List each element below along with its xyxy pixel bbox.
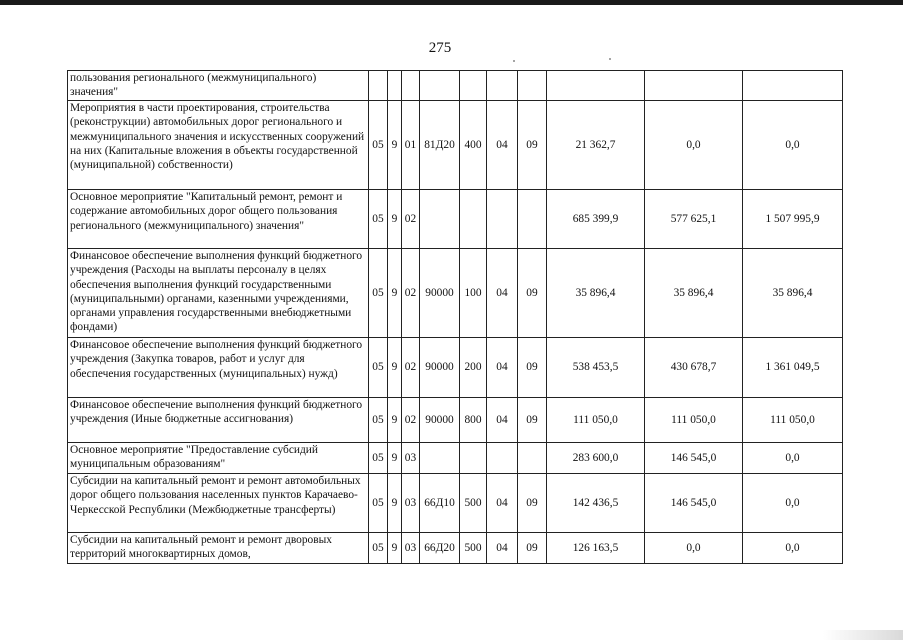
col-subprogram-cell: [388, 71, 402, 101]
col-section-cell: 04: [487, 101, 518, 190]
row-name-cell: Основное мероприятие "Капитальный ремонт, ремонт и содержание автомобильных дорог общего пользования регионального (межмуниципального) значения": [68, 190, 369, 249]
col-program-cell: 05: [369, 190, 388, 249]
col-program-cell: 05: [369, 249, 388, 338]
col-event-cell: 02: [402, 190, 420, 249]
col-direction-cell: 90000: [420, 338, 460, 398]
row-name-cell: Субсидии на капитальный ремонт и ремонт дворовых территорий многоквартирных домов,: [68, 533, 369, 564]
col-event-cell: 03: [402, 533, 420, 564]
col-expense-type-cell: 400: [460, 101, 487, 190]
amount-year-1-cell: 21 362,7: [547, 101, 645, 190]
amount-year-1-cell: 538 453,5: [547, 338, 645, 398]
amount-year-1-cell: 283 600,0: [547, 443, 645, 474]
amount-year-3-cell: 1 361 049,5: [743, 338, 843, 398]
amount-year-1-cell: 126 163,5: [547, 533, 645, 564]
col-direction-cell: 66Д10: [420, 474, 460, 533]
amount-year-2-cell: [645, 71, 743, 101]
amount-year-3-cell: 0,0: [743, 443, 843, 474]
col-expense-type-cell: [460, 71, 487, 101]
row-name-cell: Мероприятия в части проектирования, строительства (реконструкции) автомобильных дорог регионального и межмуниципального значения и искусственных сооружений на них (Капитальные вложения в объекты государственной (муниципальной) собственности): [68, 101, 369, 190]
row-name-cell: Финансовое обеспечение выполнения функций бюджетного учреждения (Закупка товаров, работ и услуг для обеспечения государственных (муниципальных) нужд): [68, 338, 369, 398]
col-expense-type-cell: 500: [460, 474, 487, 533]
amount-year-1-cell: 142 436,5: [547, 474, 645, 533]
col-subsection-cell: 09: [518, 101, 547, 190]
row-name-cell: Основное мероприятие "Предоставление субсидий муниципальным образованиям": [68, 443, 369, 474]
scan-edge-shadow: [823, 630, 903, 640]
amount-year-2-cell: 0,0: [645, 533, 743, 564]
col-section-cell: [487, 71, 518, 101]
col-direction-cell: 66Д20: [420, 533, 460, 564]
col-subprogram-cell: 9: [388, 190, 402, 249]
col-event-cell: 01: [402, 101, 420, 190]
table-body: [68, 71, 843, 564]
table-row: [68, 249, 843, 338]
col-subsection-cell: 09: [518, 474, 547, 533]
col-event-cell: [402, 71, 420, 101]
col-subsection-cell: [518, 71, 547, 101]
amount-year-2-cell: 35 896,4: [645, 249, 743, 338]
table-row: [68, 71, 843, 101]
table-row: [68, 190, 843, 249]
col-direction-cell: [420, 443, 460, 474]
table-row: [68, 474, 843, 533]
row-name-cell: Субсидии на капитальный ремонт и ремонт автомобильных дорог общего пользования населенных пунктов Карачаево-Черкесской Республики (Межбюджетные трансферты): [68, 474, 369, 533]
col-subsection-cell: 09: [518, 249, 547, 338]
col-expense-type-cell: 800: [460, 398, 487, 443]
col-subprogram-cell: 9: [388, 249, 402, 338]
col-direction-cell: 90000: [420, 398, 460, 443]
amount-year-1-cell: 35 896,4: [547, 249, 645, 338]
col-program-cell: 05: [369, 338, 388, 398]
amount-year-2-cell: 111 050,0: [645, 398, 743, 443]
col-direction-cell: [420, 71, 460, 101]
row-name-cell: Финансовое обеспечение выполнения функций бюджетного учреждения (Расходы на выплаты персоналу в целях обеспечения выполнения функций государственными (муниципальными) органами, казенными учреждениями, органами управления государственными внебюджетными фондами): [68, 249, 369, 338]
col-subprogram-cell: 9: [388, 533, 402, 564]
col-subsection-cell: 09: [518, 398, 547, 443]
col-direction-cell: [420, 190, 460, 249]
col-expense-type-cell: 100: [460, 249, 487, 338]
col-section-cell: 04: [487, 474, 518, 533]
amount-year-1-cell: 111 050,0: [547, 398, 645, 443]
col-subprogram-cell: 9: [388, 474, 402, 533]
col-subprogram-cell: 9: [388, 443, 402, 474]
col-subprogram-cell: 9: [388, 398, 402, 443]
col-event-cell: 02: [402, 249, 420, 338]
table-row: [68, 533, 843, 564]
col-section-cell: 04: [487, 398, 518, 443]
scan-speck: [513, 60, 515, 62]
amount-year-3-cell: 35 896,4: [743, 249, 843, 338]
col-program-cell: 05: [369, 533, 388, 564]
col-subsection-cell: 09: [518, 533, 547, 564]
amount-year-2-cell: 430 678,7: [645, 338, 743, 398]
amount-year-3-cell: 0,0: [743, 533, 843, 564]
col-expense-type-cell: 200: [460, 338, 487, 398]
amount-year-2-cell: 0,0: [645, 101, 743, 190]
col-subprogram-cell: 9: [388, 338, 402, 398]
amount-year-3-cell: 111 050,0: [743, 398, 843, 443]
col-expense-type-cell: [460, 443, 487, 474]
col-event-cell: 03: [402, 474, 420, 533]
col-direction-cell: 90000: [420, 249, 460, 338]
col-section-cell: 04: [487, 338, 518, 398]
amount-year-2-cell: 577 625,1: [645, 190, 743, 249]
scan-top-rule: [0, 0, 903, 5]
budget-table: [67, 70, 843, 564]
col-section-cell: [487, 190, 518, 249]
col-subprogram-cell: 9: [388, 101, 402, 190]
amount-year-3-cell: 0,0: [743, 474, 843, 533]
col-event-cell: 02: [402, 338, 420, 398]
row-name-cell: Финансовое обеспечение выполнения функций бюджетного учреждения (Иные бюджетные ассигнования): [68, 398, 369, 443]
col-direction-cell: 81Д20: [420, 101, 460, 190]
col-section-cell: 04: [487, 533, 518, 564]
page-number: 275: [428, 40, 452, 56]
col-event-cell: 03: [402, 443, 420, 474]
amount-year-1-cell: [547, 71, 645, 101]
col-program-cell: [369, 71, 388, 101]
col-subsection-cell: [518, 190, 547, 249]
col-program-cell: 05: [369, 101, 388, 190]
amount-year-3-cell: [743, 71, 843, 101]
row-name-cell: пользования регионального (межмуниципального) значения": [68, 71, 369, 101]
col-section-cell: [487, 443, 518, 474]
table-row: [68, 338, 843, 398]
col-program-cell: 05: [369, 398, 388, 443]
col-expense-type-cell: 500: [460, 533, 487, 564]
col-program-cell: 05: [369, 474, 388, 533]
col-subsection-cell: 09: [518, 338, 547, 398]
scan-speck: [609, 58, 611, 60]
table-row: [68, 101, 843, 190]
col-subsection-cell: [518, 443, 547, 474]
col-event-cell: 02: [402, 398, 420, 443]
amount-year-2-cell: 146 545,0: [645, 443, 743, 474]
amount-year-1-cell: 685 399,9: [547, 190, 645, 249]
col-expense-type-cell: [460, 190, 487, 249]
table-row: [68, 398, 843, 443]
amount-year-2-cell: 146 545,0: [645, 474, 743, 533]
amount-year-3-cell: 1 507 995,9: [743, 190, 843, 249]
amount-year-3-cell: 0,0: [743, 101, 843, 190]
col-section-cell: 04: [487, 249, 518, 338]
table-row: [68, 443, 843, 474]
col-program-cell: 05: [369, 443, 388, 474]
